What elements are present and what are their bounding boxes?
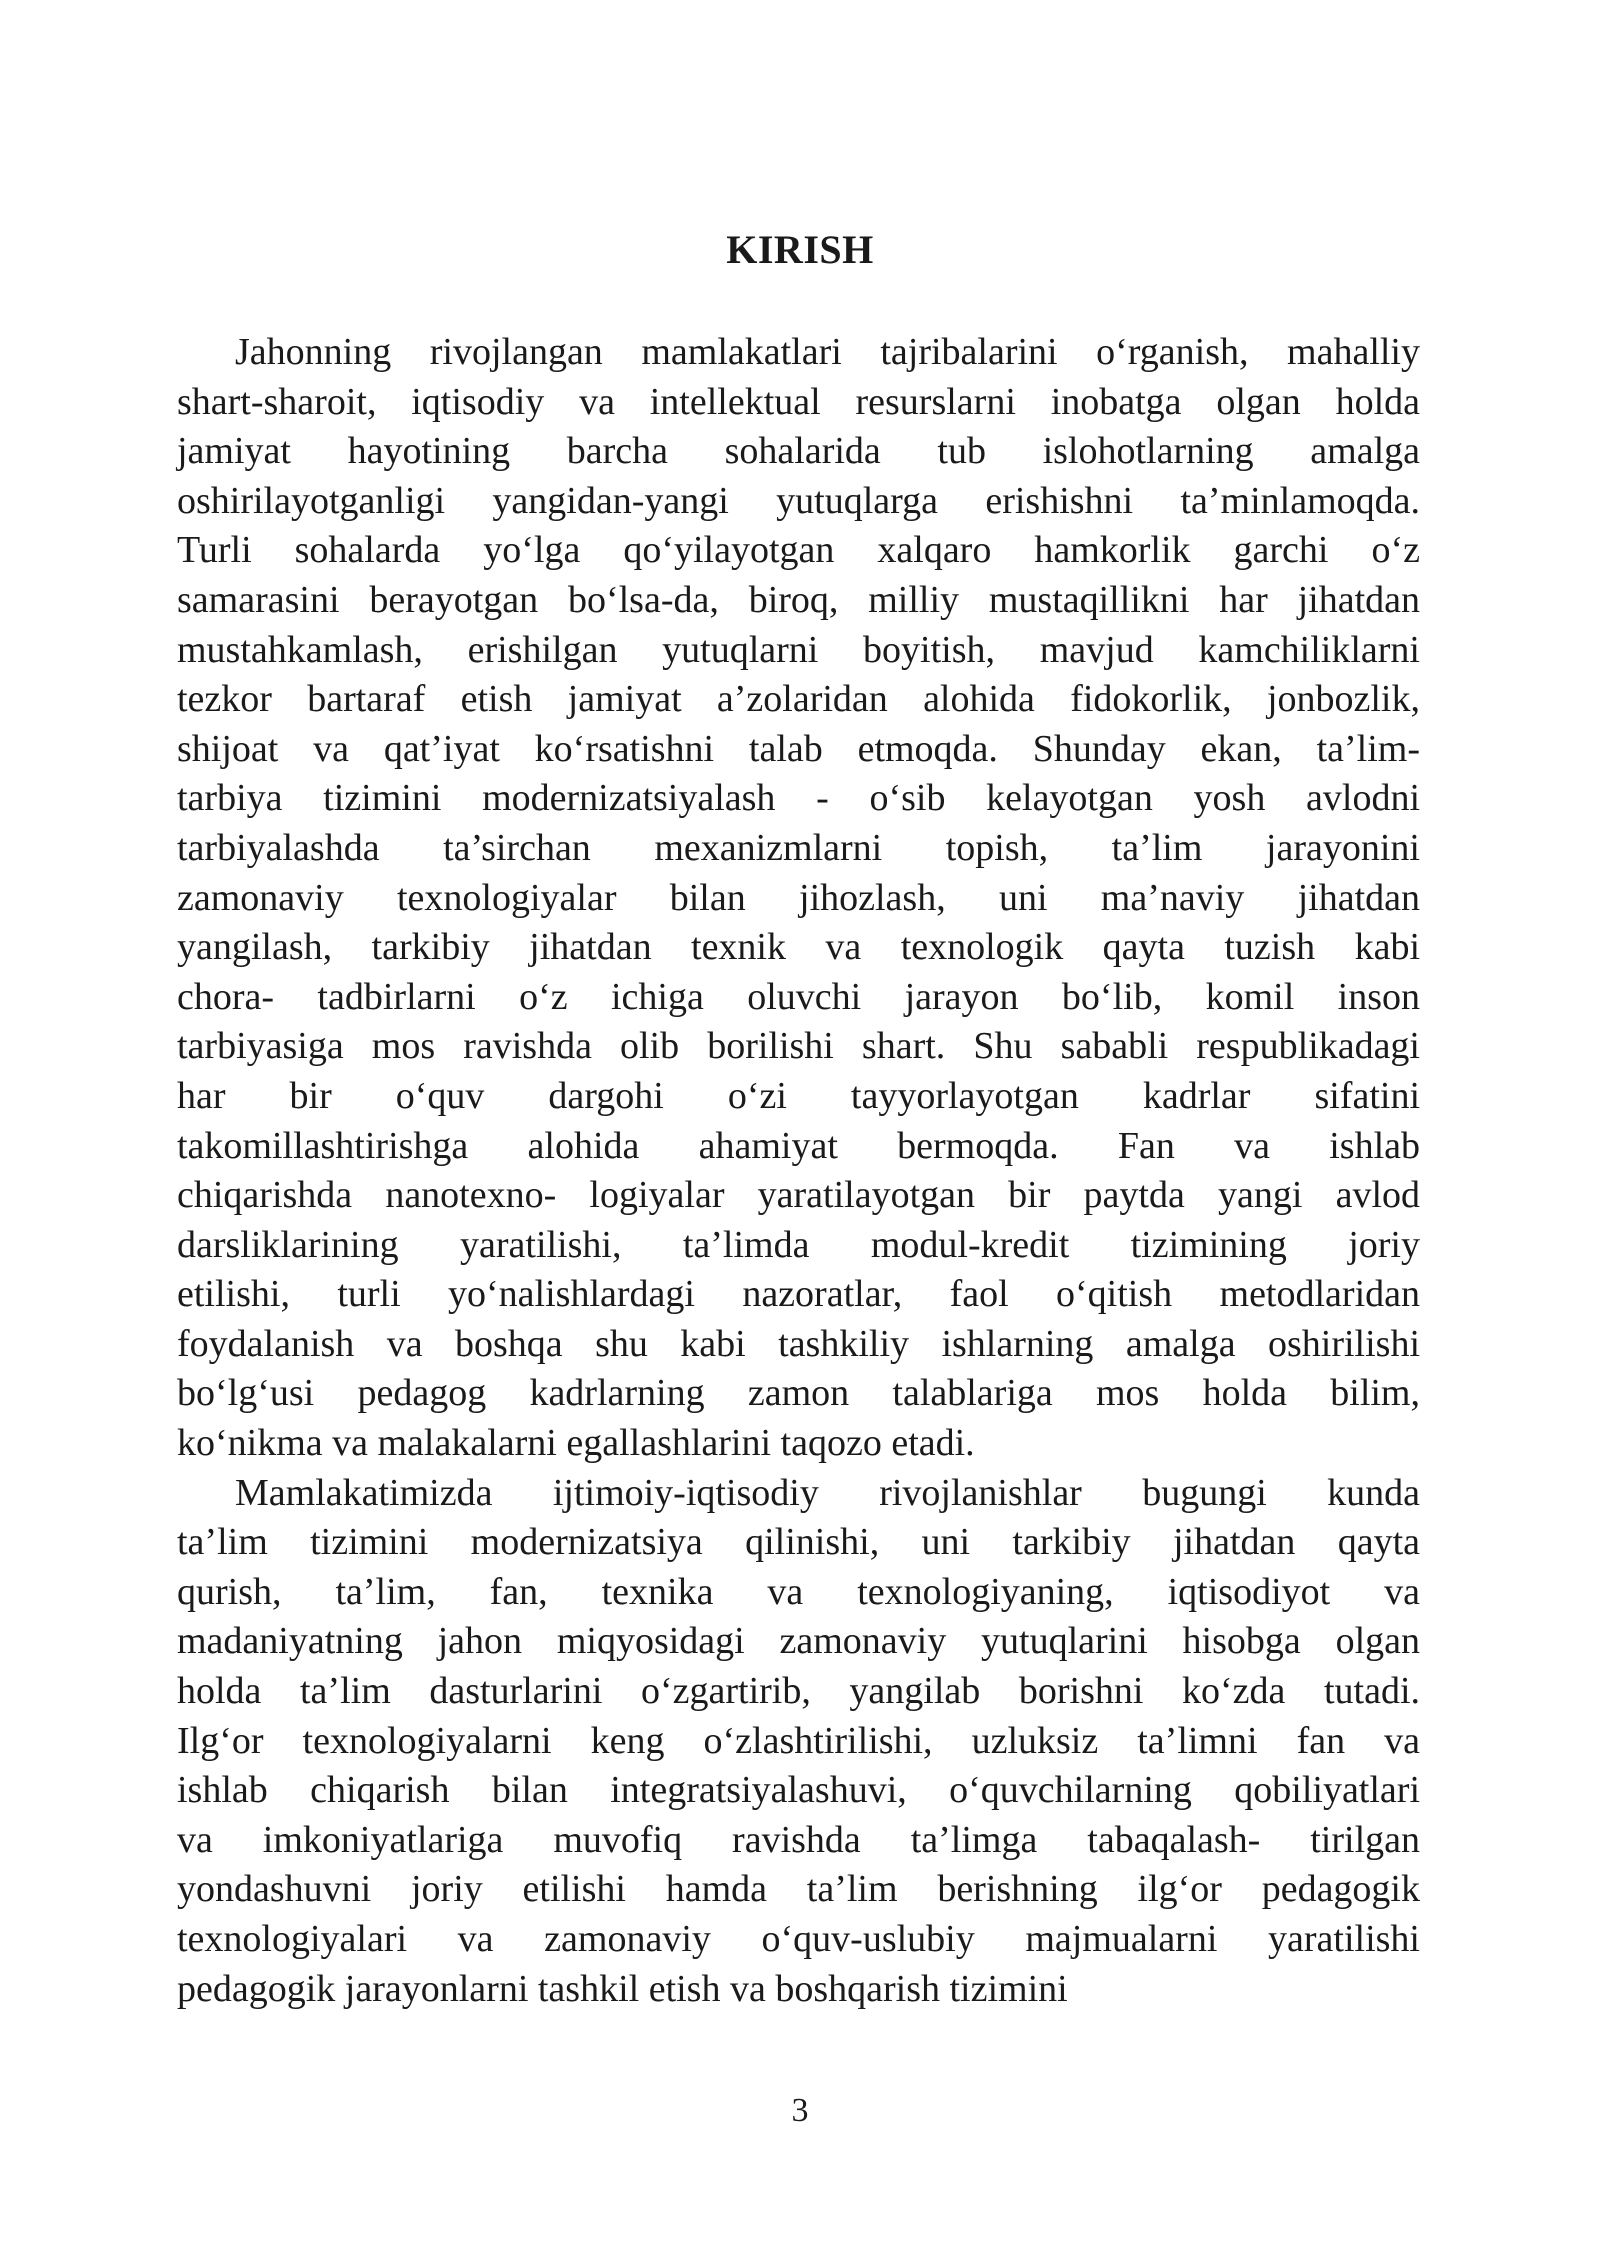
text-line: qurish, ta’lim, fan, texnika va texnologiyaning, iqtisodiyot va xyxy=(177,1570,1420,1613)
text-line: darsliklarining yaratilishi, ta’limda modul-kredit tizimining joriy xyxy=(177,1223,1420,1266)
text-line: har bir o‘quv dargohi o‘zi tayyorlayotgan kadrlar sifatini xyxy=(177,1074,1420,1117)
text-line: samarasini berayotgan bo‘lsa-da, biroq, milliy mustaqillikni har jihatdan xyxy=(177,578,1420,621)
text-line: mustahkamlash, erishilgan yutuqlarni boyitish, mavjud kamchiliklarni xyxy=(177,628,1420,671)
text-line: tarbiya tizimini modernizatsiyalash - o‘sib kelayotgan yosh avlodni xyxy=(177,777,1420,820)
text-line: oshirilayotganligi yangidan-yangi yutuqlarga erishishni ta’minlamoqda. xyxy=(177,479,1420,522)
text-line: etilishi, turli yo‘nalishlardagi nazoratlar, faol o‘qitish metodlaridan xyxy=(177,1273,1420,1316)
text-line: Mamlakatimizda ijtimoiy-iqtisodiy rivojlanishlar bugungi kunda xyxy=(235,1471,1420,1514)
text-line: chiqarishda nanotexno- logiyalar yaratilayotgan bir paytda yangi avlod xyxy=(177,1174,1420,1217)
page-number: 3 xyxy=(791,2092,809,2129)
text-line: zamonaviy texnologiyalar bilan jihozlash, uni ma’naviy jihatdan xyxy=(177,876,1420,919)
text-line: pedagogik jarayonlarni tashkil etish va boshqarish tizimini xyxy=(177,1967,1068,2010)
text-line: madaniyatning jahon miqyosidagi zamonaviy yutuqlarini hisobga olgan xyxy=(177,1620,1420,1663)
text-line: takomillashtirishga alohida ahamiyat bermoqda. Fan va ishlab xyxy=(177,1124,1420,1167)
text-line: tarbiyasiga mos ravishda olib borilishi shart. Shu sababli respublikadagi xyxy=(177,1025,1420,1068)
text-line: yondashuvni joriy etilishi hamda ta’lim berishning ilg‘or pedagogik xyxy=(177,1868,1420,1911)
text-line: tezkor bartaraf etish jamiyat a’zolaridan alohida fidokorlik, jonbozlik, xyxy=(177,678,1420,721)
text-line: tarbiyalashda ta’sirchan mexanizmlarni topish, ta’lim jarayonini xyxy=(177,826,1420,869)
text-line: va imkoniyatlariga muvofiq ravishda ta’limga tabaqalash- tirilgan xyxy=(177,1818,1420,1861)
text-line: jamiyat hayotining barcha sohalarida tub islohotlarning amalga xyxy=(177,430,1420,473)
body-text xyxy=(177,328,1420,2014)
text-line: ta’lim tizimini modernizatsiya qilinishi, uni tarkibiy jihatdan qayta xyxy=(177,1521,1420,1564)
text-line: holda ta’lim dasturlarini o‘zgartirib, yangilab borishni ko‘zda tutadi. xyxy=(177,1670,1420,1713)
text-line: ishlab chiqarish bilan integratsiyalashuvi, o‘quvchilarning qobiliyatlari xyxy=(177,1769,1420,1812)
text-line: Ilg‘or texnologiyalarni keng o‘zlashtirilishi, uzluksiz ta’limni fan va xyxy=(177,1719,1420,1762)
text-line: ko‘nikma va malakalarni egallashlarini taqozo etadi. xyxy=(177,1422,975,1465)
text-line: chora- tadbirlarni o‘z ichiga oluvchi jarayon bo‘lib, komil inson xyxy=(177,975,1420,1018)
text-line: shijoat va qat’iyat ko‘rsatishni talab etmoqda. Shunday ekan, ta’lim- xyxy=(177,727,1420,770)
text-line: bo‘lg‘usi pedagog kadrlarning zamon talablariga mos holda bilim, xyxy=(177,1372,1420,1415)
page-title: KIRISH xyxy=(726,227,874,272)
text-line: texnologiyalari va zamonaviy o‘quv-uslubiy majmualarni yaratilishi xyxy=(177,1918,1420,1960)
paragraph-2 xyxy=(177,1469,1420,2015)
text-line: foydalanish va boshqa shu kabi tashkiliy ishlarning amalga oshirilishi xyxy=(177,1322,1420,1365)
text-line: shart-sharoit, iqtisodiy va intellektual resurslarni inobatga olgan holda xyxy=(177,380,1420,423)
paragraph-1 xyxy=(177,328,1420,1469)
text-line: yangilash, tarkibiy jihatdan texnik va texnologik qayta tuzish kabi xyxy=(177,926,1420,969)
text-line: Jahonning rivojlangan mamlakatlari tajribalarini o‘rganish, mahalliy xyxy=(235,331,1420,373)
text-line: Turli sohalarda yo‘lga qo‘yilayotgan xalqaro hamkorlik garchi o‘z xyxy=(177,529,1420,572)
